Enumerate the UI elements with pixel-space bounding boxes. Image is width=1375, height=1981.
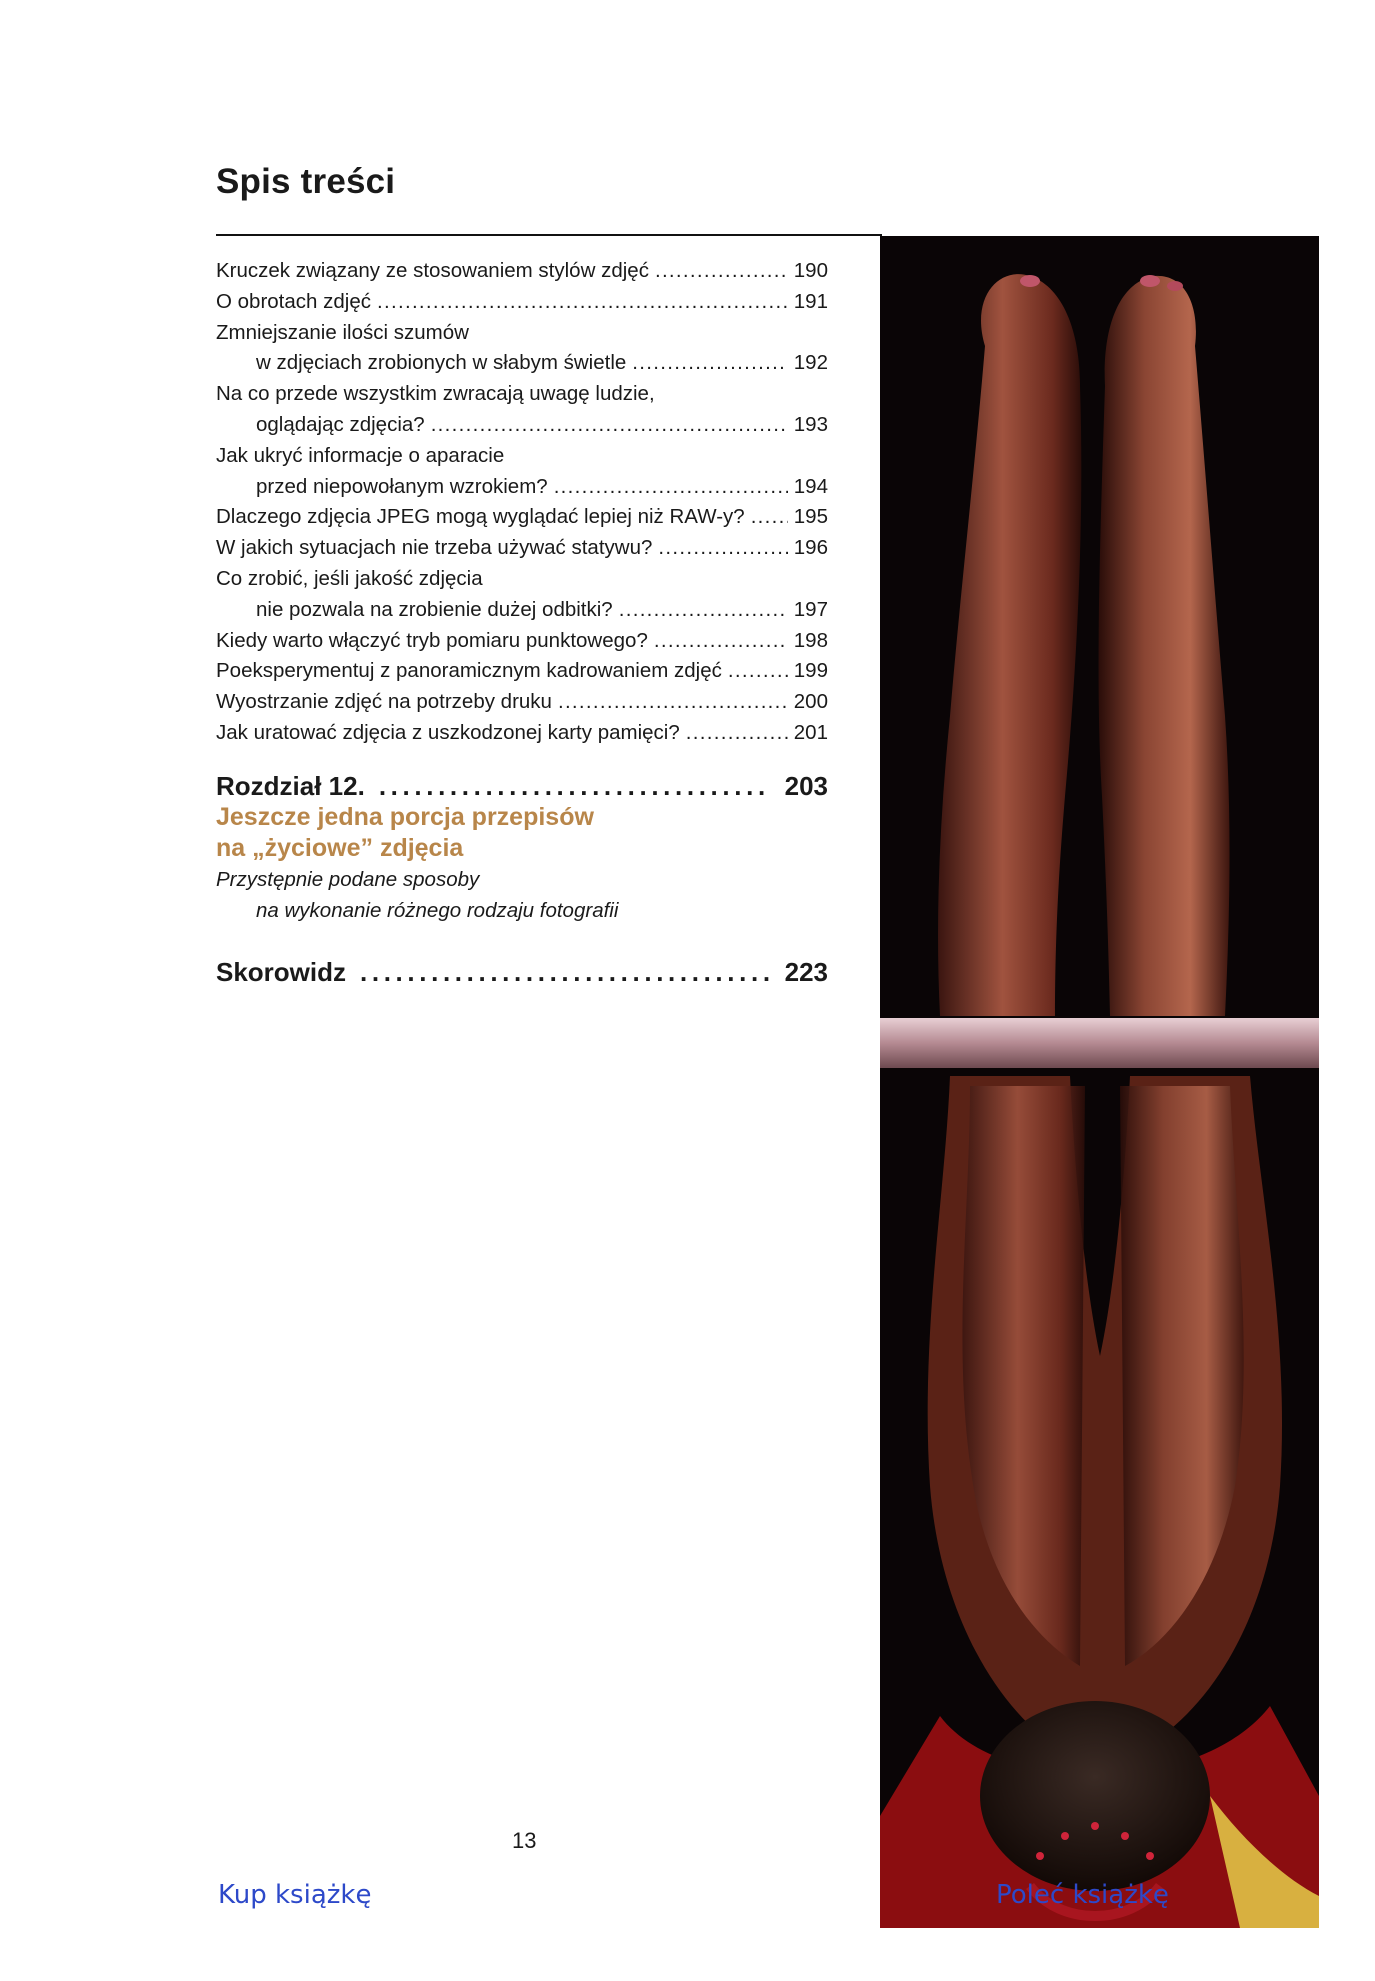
dot-leader [686, 718, 788, 749]
toc-entry-title: Kiedy warto włączyć tryb pomiaru punktowego? [216, 628, 648, 652]
toc-entry-page: 196 [793, 536, 828, 560]
dot-leader [751, 502, 788, 533]
toc-entry-continuation[interactable] [216, 595, 828, 626]
toc-entry-page: 195 [793, 505, 828, 529]
toc-entry-title: Co zrobić, jeśli jakość zdjęcia [216, 566, 483, 590]
toc-entry-title: nie pozwala na zrobienie dużej odbitki? [256, 597, 613, 621]
page-title: Spis treści [216, 162, 396, 201]
dot-leader [619, 595, 788, 626]
toc-entry-title: Na co przede wszystkim zwracają uwagę ludzie, [216, 382, 655, 406]
toc-entry-page: 201 [793, 720, 828, 744]
hair-band [1146, 1852, 1154, 1860]
index-entry [216, 956, 828, 988]
gymnastics-bar [880, 1018, 1319, 1068]
toc-entry[interactable] [216, 287, 828, 318]
toc-entry-continuation[interactable] [216, 472, 828, 503]
dot-leader [554, 472, 788, 503]
toenail [1167, 281, 1183, 291]
toc-entry-title: Kruczek związany ze stosowaniem stylów zdjęć [216, 259, 649, 282]
dot-leader [728, 656, 788, 687]
toc-entry[interactable] [216, 441, 828, 472]
hair-band [1091, 1822, 1099, 1830]
toc-entry-title: Wyostrzanie zdjęć na potrzeby druku [216, 690, 552, 714]
toenail [1020, 275, 1040, 287]
toc-entry[interactable] [216, 626, 828, 657]
toc-entry-title: Zmniejszanie ilości szumów [216, 320, 469, 344]
toc-entry-page: 200 [793, 690, 828, 714]
dot-leader [658, 533, 787, 564]
dot-leader [654, 626, 788, 657]
toc-entry-title: Dlaczego zdjęcia JPEG mogą wyglądać lepiej niż RAW-y? [216, 505, 745, 529]
chapter-12-entry [216, 770, 828, 926]
gymnast-photo [880, 236, 1319, 1928]
toc-entry-page: 190 [793, 259, 828, 282]
page-number: 13 [512, 1828, 537, 1853]
toc-entry[interactable] [216, 502, 828, 533]
toc-entry-title: przed niepowołanym wzrokiem? [256, 474, 548, 498]
chapter-subtitle-line-2: na „życiowe” zdjęcia [216, 834, 464, 862]
toc-entry-continuation[interactable] [216, 348, 828, 379]
toc-entry-title: O obrotach zdjęć [216, 289, 371, 313]
hair-band [1061, 1832, 1069, 1840]
dot-leader [632, 348, 788, 379]
toc-entry-title: Jak uratować zdjęcia z uszkodzonej karty pamięci? [216, 720, 680, 744]
head [980, 1701, 1210, 1891]
chapter-page: 203 [784, 771, 828, 801]
dot-leader [655, 256, 788, 287]
toc-entry-page: 194 [793, 474, 828, 498]
chapter-subtitle-line-1: Jeszcze jedna porcja przepisów [216, 803, 594, 831]
toc-entry-page: 193 [793, 412, 828, 436]
dot-leader [377, 287, 788, 318]
title-divider [216, 234, 882, 236]
toc-entry[interactable] [216, 379, 828, 410]
chapter-label: Rozdział 12. [216, 771, 365, 801]
toc-entry[interactable] [216, 687, 828, 718]
table-of-contents [216, 256, 828, 749]
toc-entry-title: W jakich sytuacjach nie trzeba używać statywu? [216, 536, 653, 560]
chapter-heading-row[interactable] [216, 770, 828, 802]
toc-entry-page: 192 [793, 351, 828, 375]
toc-entry[interactable] [216, 656, 828, 687]
index-heading-row[interactable] [216, 956, 828, 988]
buy-book-link[interactable]: Kup książkę [218, 1880, 372, 1910]
toc-entry-title: Poeksperymentuj z panoramicznym kadrowaniem zdjęć [216, 659, 722, 683]
toc-entry-title: Jak ukryć informacje o aparacie [216, 443, 505, 467]
recommend-book-link[interactable]: Poleć książkę [996, 1880, 1169, 1910]
toc-entry-title: w zdjęciach zrobionych w słabym świetle [256, 351, 627, 375]
toc-entry[interactable] [216, 318, 828, 349]
index-page: 223 [784, 957, 828, 987]
toc-entry-page: 199 [793, 659, 828, 683]
chapter-description-line-1: Przystępnie podane sposoby [216, 868, 480, 891]
index-label: Skorowidz [216, 957, 347, 987]
toc-entry-page: 191 [793, 289, 828, 313]
toc-entry-page: 198 [793, 628, 828, 652]
chapter-description-line-2: na wykonanie różnego rodzaju fotografii [256, 899, 619, 922]
toc-entry-title: oglądając zdjęcia? [256, 412, 425, 436]
toc-entry-page: 197 [793, 597, 828, 621]
dot-leader [379, 770, 771, 802]
toc-entry[interactable] [216, 256, 828, 287]
dot-leader [360, 956, 771, 988]
toc-entry[interactable] [216, 718, 828, 749]
hair-band [1036, 1852, 1044, 1860]
toc-entry[interactable] [216, 533, 828, 564]
hair-band [1121, 1832, 1129, 1840]
toenail [1140, 275, 1160, 287]
toc-entry-continuation[interactable] [216, 410, 828, 441]
dot-leader [431, 410, 788, 441]
dot-leader [558, 687, 788, 718]
toc-entry[interactable] [216, 564, 828, 595]
